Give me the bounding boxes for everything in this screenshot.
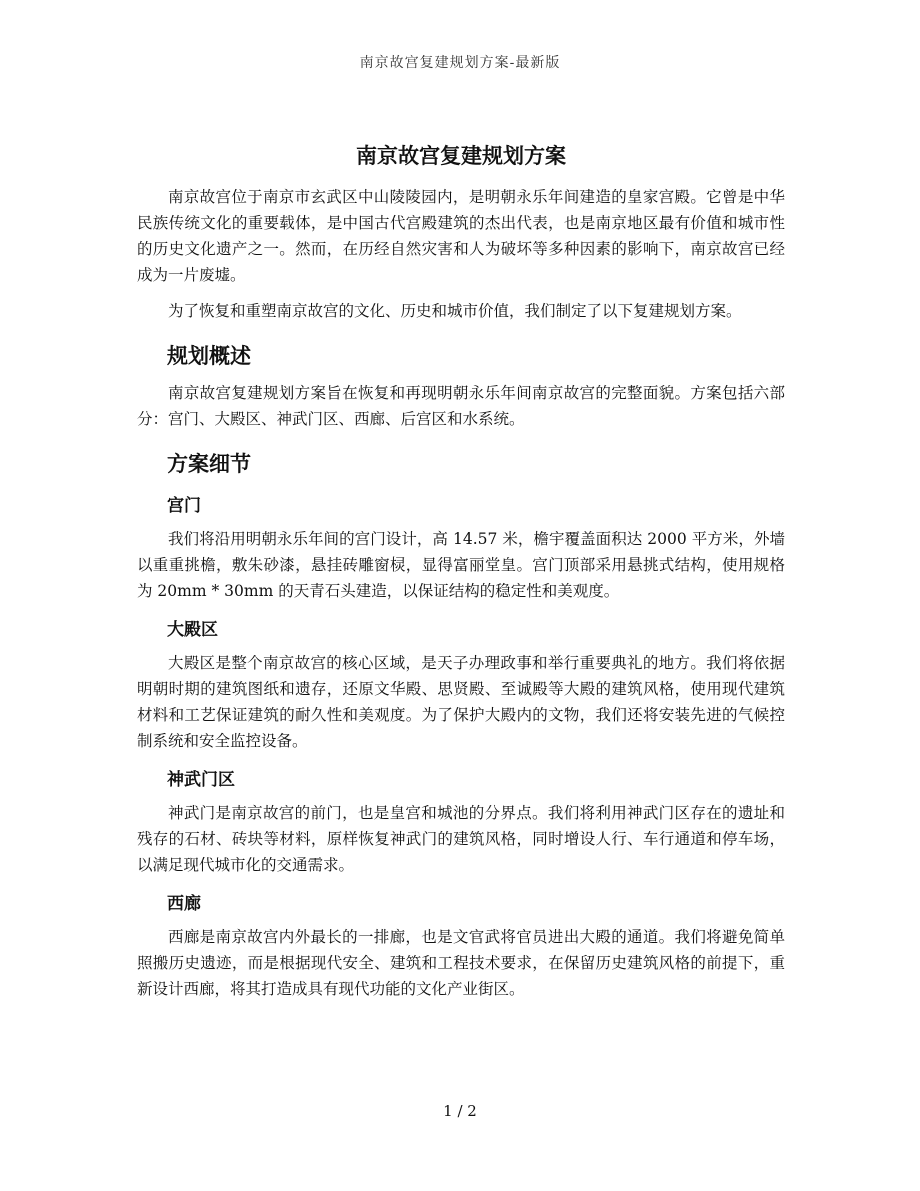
overview-heading: 规划概述 <box>167 344 251 368</box>
section-paragraph-gate: 我们将沿用明朝永乐年间的宫门设计，高 14.57 米，檐宇覆盖面积达 2000 平方米，外墙以重重挑檐，敷朱砂漆，悬挂砖雕窗棂，显得富丽堂皇。宫门顶部采用悬挑式结构，使用规格为 20mm * 30mm 的天青石头建造，以保证结构的稳定性和美观度。 <box>137 530 785 600</box>
section-heading-main-hall: 大殿区 <box>167 620 218 640</box>
intro-paragraph: 为了恢复和重塑南京故宫的文化、历史和城市价值，我们制定了以下复建规划方案。 <box>168 302 742 320</box>
section-heading-gate: 宫门 <box>167 496 201 516</box>
section-paragraph-shenwu-gate: 神武门是南京故宫的前门，也是皇宫和城池的分界点。我们将利用神武门区存在的遗址和残存的石材、砖块等材料，原样恢复神武门的建筑风格，同时增设人行、车行通道和停车场，以满足现代城市化的交通需求。 <box>137 804 785 874</box>
document-title: 南京故宫复建规划方案 <box>356 144 566 168</box>
section-heading-shenwu-gate: 神武门区 <box>167 770 235 790</box>
section-heading-west-corridor: 西廊 <box>167 894 201 914</box>
intro-paragraph: 南京故宫位于南京市玄武区中山陵陵园内，是明朝永乐年间建造的皇家宫殿。它曾是中华民族传统文化的重要载体，是中国古代宫殿建筑的杰出代表，也是南京地区最有价值和城市性的历史文化遗产之一。然而，在历经自然灾害和人为破坏等多种因素的影响下，南京故宫已经成为一片废墟。 <box>137 188 785 284</box>
document-body <box>137 140 785 1012</box>
page-indicator: 1 / 2 <box>443 1102 477 1120</box>
details-heading: 方案细节 <box>167 452 251 476</box>
overview-paragraph: 南京故宫复建规划方案旨在恢复和再现明朝永乐年间南京故宫的完整面貌。方案包括六部分：宫门、大殿区、神武门区、西廊、后宫区和水系统。 <box>137 384 785 428</box>
section-paragraph-west-corridor: 西廊是南京故宫内外最长的一排廊，也是文官武将官员进出大殿的通道。我们将避免简单照搬历史遗迹，而是根据现代安全、建筑和工程技术要求，在保留历史建筑风格的前提下，重新设计西廊，将其打造成具有现代功能的文化产业街区。 <box>137 928 785 998</box>
page-header: 南京故宫复建规划方案-最新版 <box>359 55 561 71</box>
section-paragraph-main-hall: 大殿区是整个南京故宫的核心区域，是天子办理政事和举行重要典礼的地方。我们将依据明朝时期的建筑图纸和遗存，还原文华殿、思贤殿、至诚殿等大殿的建筑风格，使用现代建筑材料和工艺保证建筑的耐久性和美观度。为了保护大殿内的文物，我们还将安装先进的气候控制系统和安全监控设备。 <box>137 654 785 750</box>
